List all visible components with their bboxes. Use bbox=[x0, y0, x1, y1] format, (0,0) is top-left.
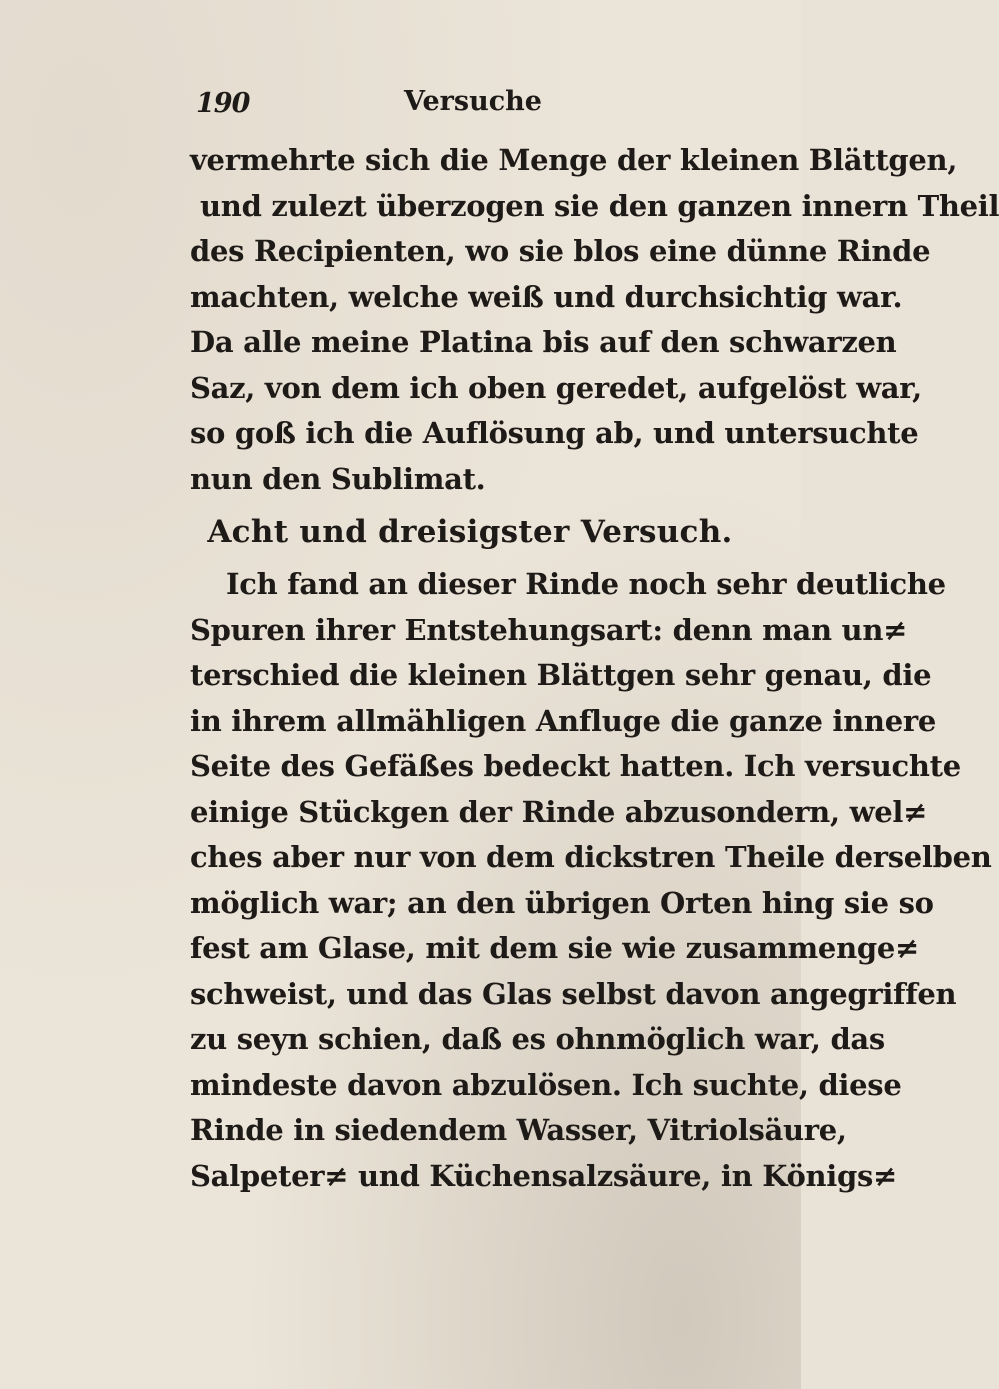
text-line: schweist, und das Glas selbst davon angegriffen bbox=[190, 976, 957, 1011]
text-line: machten, welche weiß und durchsichtig war. bbox=[190, 279, 903, 314]
text-line: möglich war; an den übrigen Orten hing sie so bbox=[190, 885, 934, 920]
text-line: fest am Glase, mit dem sie wie zusammenge≠ bbox=[190, 931, 919, 965]
body-text bbox=[190, 138, 999, 1199]
page-header bbox=[196, 88, 666, 128]
text-line: Ich fand an dieser Rinde noch sehr deutliche bbox=[226, 567, 946, 601]
text-line: zu seyn schien, daß es ohnmöglich war, das bbox=[190, 1022, 885, 1056]
text-line: ches aber nur von dem dickstren Theile derselben bbox=[190, 840, 992, 874]
text-line: Saz, von dem ich oben geredet, aufgelöst war, bbox=[190, 370, 922, 405]
text-line: so goß ich die Auflösung ab, und untersuchte bbox=[190, 416, 919, 450]
text-line: vermehrte sich die Menge der kleinen Blättgen, bbox=[190, 143, 958, 177]
text-line: in ihrem allmähligen Anfluge die ganze innere bbox=[190, 703, 936, 738]
text-line: terschied die kleinen Blättgen sehr genau, die bbox=[190, 658, 932, 692]
running-head: Versuche bbox=[404, 86, 542, 117]
text-line: des Recipienten, wo sie blos eine dünne Rinde bbox=[190, 234, 931, 268]
text-line: nun den Sublimat. bbox=[190, 461, 486, 496]
text-line: einige Stückgen der Rinde abzusondern, wel≠ bbox=[190, 794, 928, 829]
paragraph-1 bbox=[190, 138, 999, 502]
text-line: Salpeter≠ und Küchensalzsäure, in Königs≠ bbox=[190, 1158, 898, 1193]
section-heading: Acht und dreisigster Versuch. bbox=[207, 514, 733, 550]
text-line: Da alle meine Platina bis auf den schwarzen bbox=[190, 325, 897, 359]
text-line: und zulezt überzogen sie den ganzen innern Theil bbox=[200, 188, 999, 223]
text-line: Rinde in siedendem Wasser, Vitriolsäure, bbox=[190, 1113, 847, 1147]
page-number: 190 bbox=[196, 88, 250, 119]
text-line: mindeste davon abzulösen. Ich suchte, diese bbox=[190, 1067, 902, 1102]
paragraph-2 bbox=[190, 562, 992, 1199]
text-line: Spuren ihrer Entstehungsart: denn man un≠ bbox=[190, 612, 908, 647]
text-line: Seite des Gefäßes bedeckt hatten. Ich versuchte bbox=[190, 749, 961, 783]
